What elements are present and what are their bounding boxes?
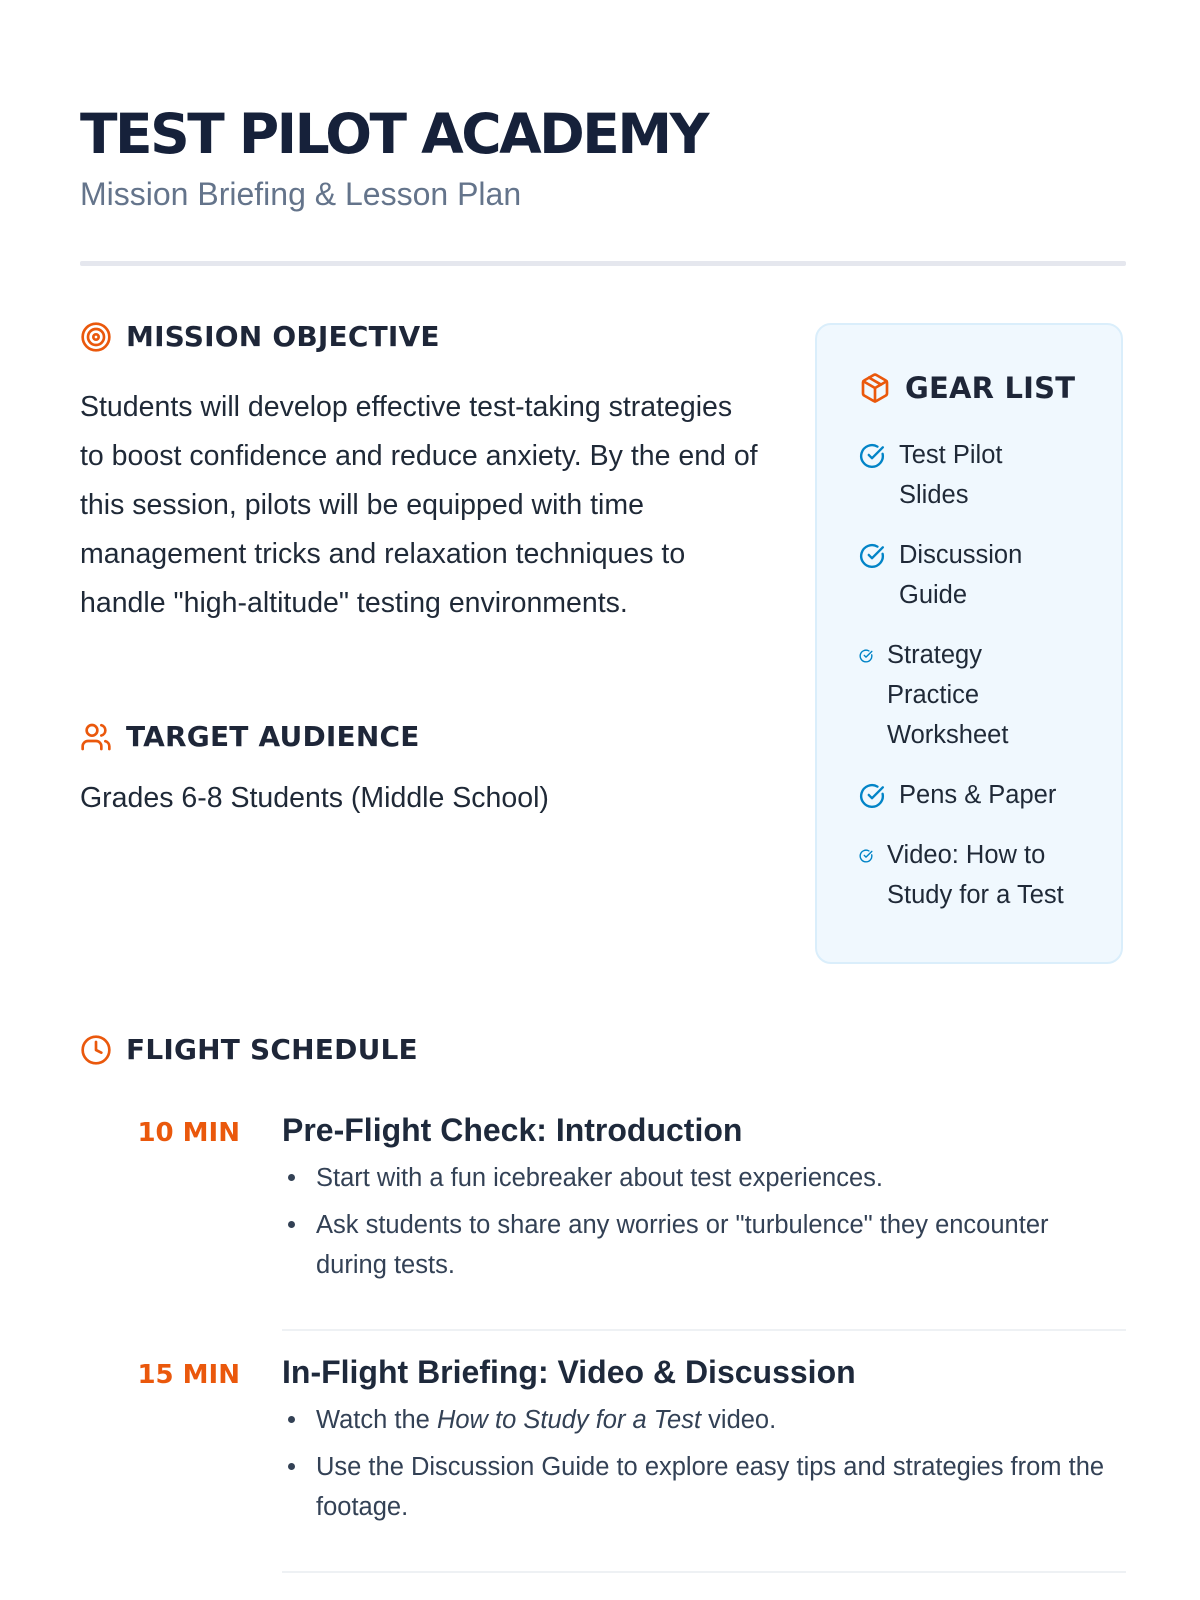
- gear-item: [859, 835, 1089, 915]
- gear-item: [859, 635, 1059, 755]
- gear-item-label: Strategy Practice Worksheet: [887, 641, 1009, 749]
- bullet-dot: [288, 1174, 295, 1181]
- page-subtitle: Mission Briefing & Lesson Plan: [80, 176, 522, 212]
- check-circle-icon: [859, 543, 885, 569]
- target-audience-label: TARGET AUDIENCE: [126, 720, 420, 753]
- gear-list-heading: [859, 371, 1075, 405]
- slot-bullet: [282, 1205, 1126, 1285]
- slot-bullets: [282, 1400, 1126, 1534]
- check-circle-icon: [859, 443, 885, 469]
- gear-item: [859, 535, 1059, 615]
- check-circle-icon: [859, 849, 873, 863]
- slot-bullet-text: Use the Discussion Guide to explore easy tips and strategies from the footage.: [316, 1453, 1105, 1521]
- bullet-dot: [288, 1463, 295, 1470]
- check-circle-icon: [859, 649, 873, 663]
- flight-schedule-heading: [80, 1033, 418, 1066]
- gear-list-label: GEAR LIST: [905, 371, 1076, 405]
- page-title: TEST PILOT ACADEMY: [80, 102, 707, 166]
- header-divider: [80, 261, 1126, 266]
- slot-bullets: [282, 1158, 1126, 1292]
- slot-duration: 10 MIN: [137, 1118, 240, 1148]
- slot-duration: 15 MIN: [137, 1360, 240, 1390]
- gear-item-label: Discussion Guide: [899, 541, 1023, 609]
- gear-item-label: Pens & Paper: [899, 781, 1057, 809]
- slot-bullet: [282, 1447, 1126, 1527]
- gear-item-label: Test Pilot Slides: [899, 441, 1003, 509]
- slot-bullet-pre: Watch the: [316, 1406, 437, 1434]
- package-icon: [859, 372, 891, 404]
- slot-bullet-text: Start with a fun icebreaker about test experiences.: [316, 1164, 883, 1192]
- slot-bullet: [282, 1400, 1126, 1440]
- slot-bullet-post: video.: [701, 1406, 777, 1434]
- clock-icon: [80, 1034, 112, 1066]
- video-title: How to Study for a Test: [436, 1406, 702, 1434]
- bullet-dot: [288, 1221, 295, 1228]
- gear-item: [859, 435, 1029, 515]
- mission-objective-heading: [80, 320, 440, 353]
- gear-item: [859, 775, 1089, 815]
- target-icon: [80, 321, 112, 353]
- check-circle-icon: [859, 783, 885, 809]
- target-audience-heading: [80, 720, 420, 753]
- gear-item-label: Video: How to Study for a Test: [887, 841, 1064, 909]
- bullet-dot: [288, 1416, 295, 1423]
- flight-schedule-label: FLIGHT SCHEDULE: [126, 1033, 418, 1066]
- users-icon: [80, 721, 112, 753]
- slot-title: Pre-Flight Check: Introduction: [282, 1112, 743, 1148]
- mission-objective-text: Students will develop effective test-taking strategies to boost confidence and reduce anxiety. By the end of this session, pilots will be equipped with time management tricks and relaxation techniques to handle "high-altitude" testing environments.: [80, 391, 758, 619]
- mission-objective-label: MISSION OBJECTIVE: [126, 320, 440, 353]
- slot-bullet: [282, 1158, 1126, 1198]
- slot-divider: [282, 1329, 1126, 1331]
- gear-list-panel: [815, 323, 1123, 964]
- slot-divider: [282, 1571, 1126, 1573]
- target-audience-text: Grades 6-8 Students (Middle School): [80, 782, 549, 814]
- slot-bullet-text: Ask students to share any worries or "turbulence" they encounter during tests.: [316, 1211, 1049, 1279]
- slot-title: In-Flight Briefing: Video & Discussion: [282, 1354, 856, 1390]
